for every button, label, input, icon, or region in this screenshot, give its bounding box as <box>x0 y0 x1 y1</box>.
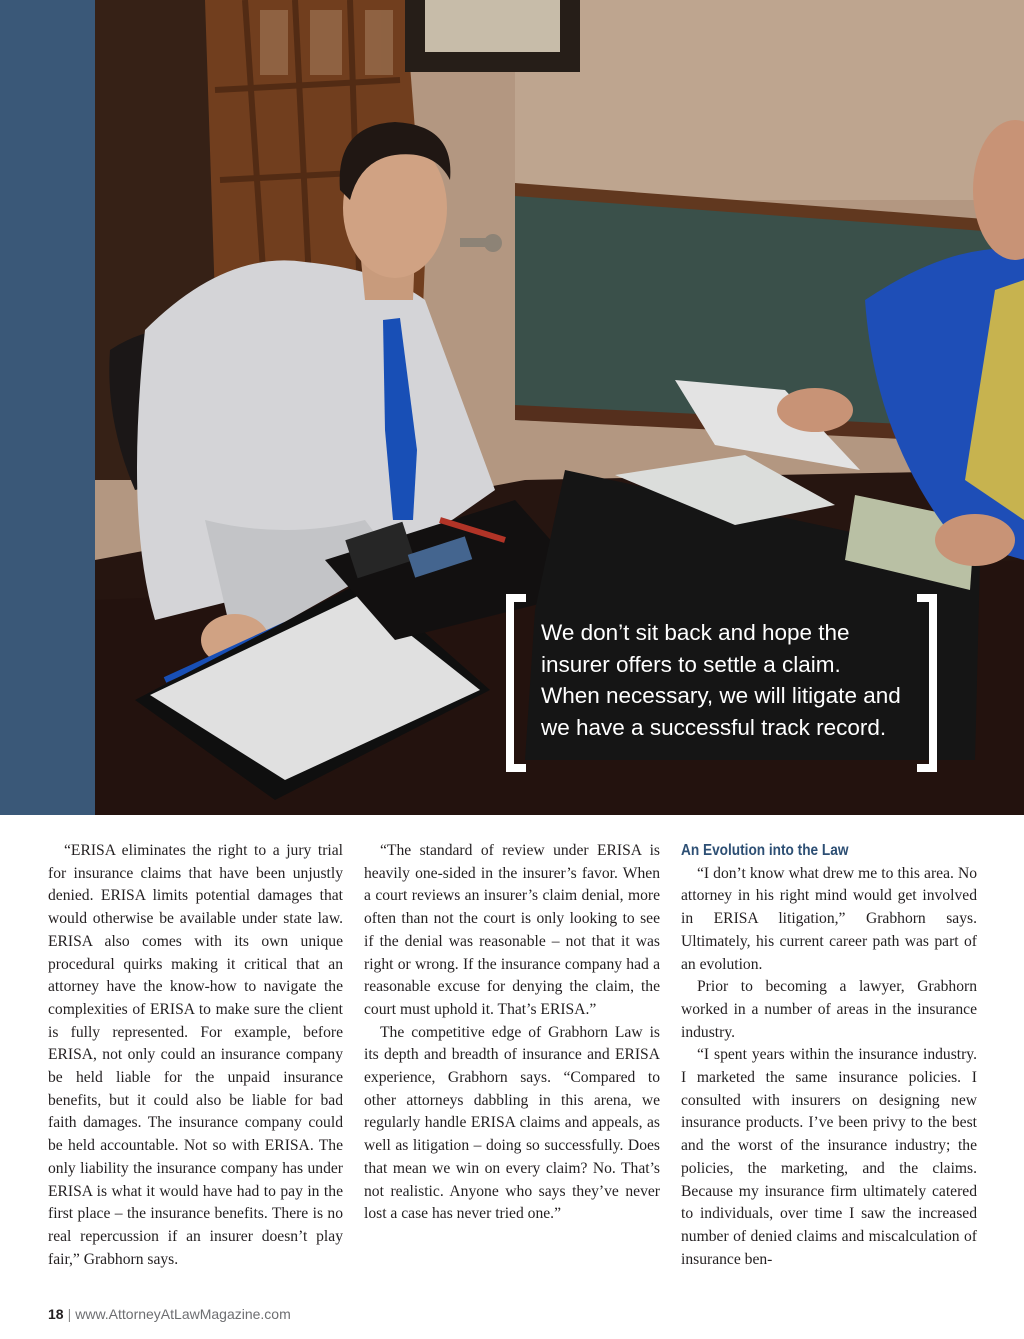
footer-separator: | <box>67 1306 72 1322</box>
pull-quote-line: We don’t sit back and hope the <box>541 620 850 645</box>
page-number: 18 <box>48 1306 64 1322</box>
pull-quote-line: When necessary, we will litigate and <box>541 683 901 708</box>
article-paragraph: Prior to becoming a lawyer, Grabhorn worked in a number of areas in the insurance industry. <box>681 978 977 1041</box>
article-column-2 <box>364 840 660 1226</box>
pull-quote <box>541 617 931 743</box>
pull-quote-line: insurer offers to settle a claim. <box>541 651 841 677</box>
article-paragraph: “I spent years within the insurance industry. I marketed the same insurance policies. I consulted with insurers on designing new insurance products. I’ve been privy to the best and the worst of the insurance industry; the policies, the marketing, and the claims. Because my insurance firm ultimately catered to individuals, over time I saw the increased number of denied claims and miscalculation of insurance ben- <box>681 1046 977 1268</box>
article-column-3 <box>681 840 977 1271</box>
article-paragraph: “ERISA eliminates the right to a jury trial for insurance claims that have been unjustly denied. ERISA limits potential damages that would otherwise be available under state law. ERISA also comes with its own unique procedural quirks making it critical that an attorney have the know-how to navigate the complexities of ERISA to make sure the client is fully represented. For example, before ERISA, not only could an insurance company be held liable for the unpaid insurance benefits, but it could also be liable for bad faith damages. The insurance company could be held accountable. Not so with ERISA. The only liability the insurance company has under ERISA is what it would have had to pay in the first place – the insurance benefits. There is no real repercussion if an insurer doesn’t play fair,” Grabhorn says. <box>48 842 343 1268</box>
footer-url: www.AttorneyAtLawMagazine.com <box>75 1306 291 1322</box>
side-color-bar <box>0 0 95 815</box>
section-heading: An Evolution into the Law <box>681 842 849 859</box>
article-column-1 <box>48 840 343 1271</box>
article-paragraph: “The standard of review under ERISA is heavily one-sided in the insurer’s favor. When a court reviews an insurer’s claim denial, more often than not the court is only looking to see if the denial was reasonable – not that it was right or wrong. If the insurance company had a reasonable excuse for denying the claim, the court must uphold it. That’s ERISA.” <box>364 842 660 1018</box>
article-paragraph: The competitive edge of Grabhorn Law is its depth and breadth of insurance and ERISA experience, Grabhorn says. “Compared to other attorneys dabbling in this arena, we regularly handle ERISA claims and appeals, as well as litigation – doing so successfully. Does that mean we win on every claim? No. That’s not realistic. Anyone who says they’ve never lost a case has never tried one.” <box>364 1023 660 1223</box>
article-paragraph: “I don’t know what drew me to this area. No attorney in his right mind would get involved in ERISA litigation,” Grabhorn says. Ultimately, his current career path was part of an evolution. <box>681 864 977 973</box>
pull-quote-line: we have a successful track record. <box>541 714 887 740</box>
page-footer <box>48 1306 291 1322</box>
quote-bracket-left <box>506 594 526 772</box>
